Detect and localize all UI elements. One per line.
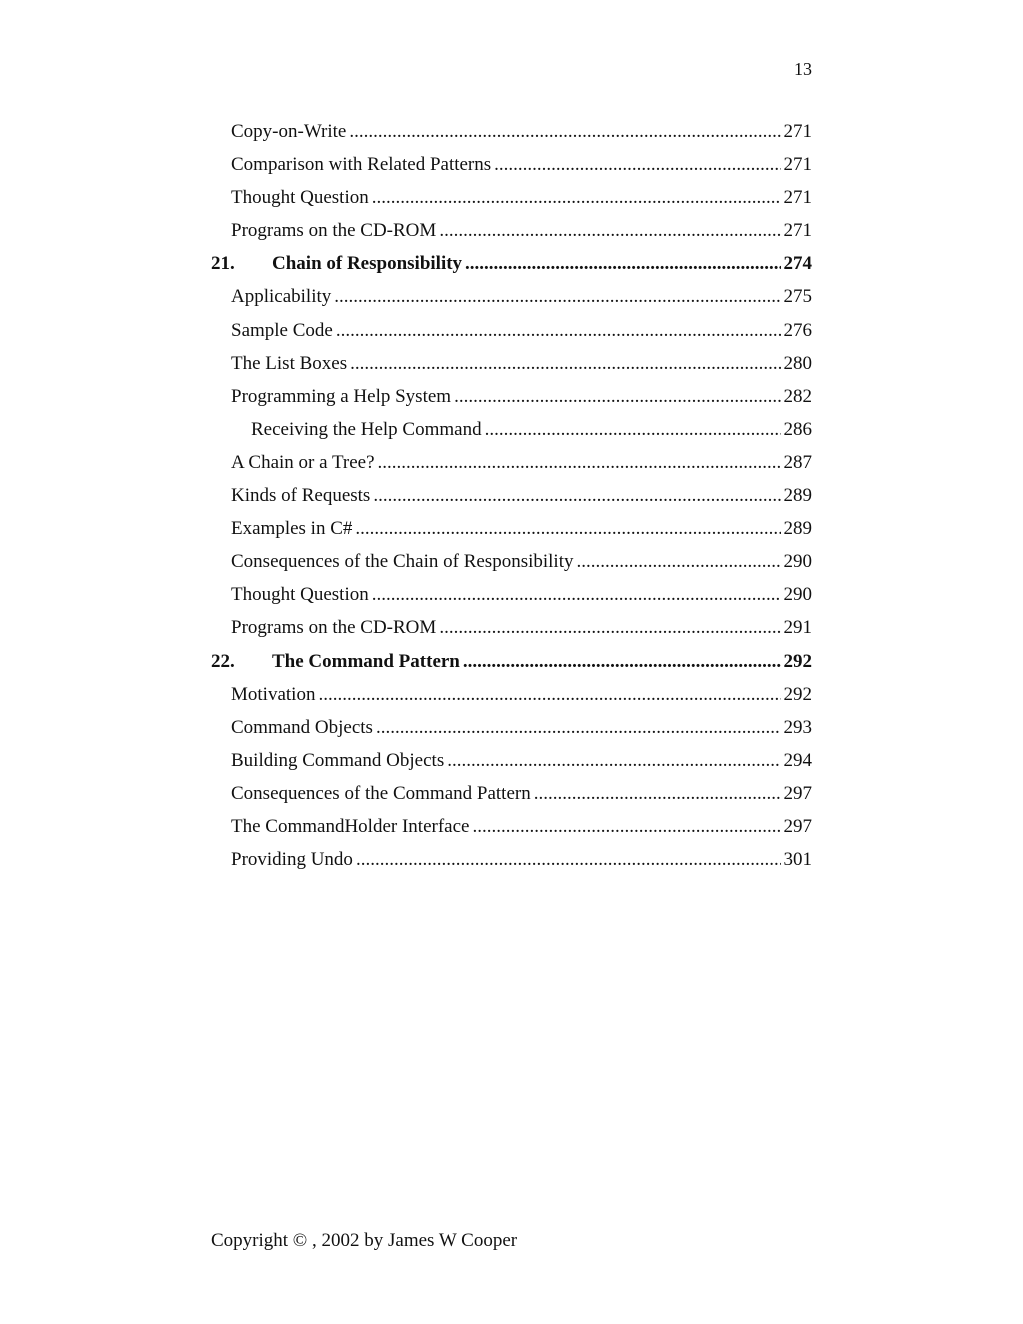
toc-dot-leader xyxy=(439,611,780,644)
toc-section-entry xyxy=(211,148,812,181)
toc-dot-leader xyxy=(378,446,781,479)
toc-section-entry xyxy=(211,347,812,380)
toc-page-number: 290 xyxy=(783,551,812,573)
toc-section-entry xyxy=(211,545,812,578)
toc-entry-title: Kinds of Requests xyxy=(231,485,371,507)
toc-entry-title: Copy-on-Write xyxy=(231,121,347,142)
toc-page-number: 282 xyxy=(783,385,812,407)
toc-section-entry xyxy=(211,413,812,446)
toc-section-entry xyxy=(211,314,812,347)
toc-dot-leader xyxy=(355,512,780,545)
toc-chapter-number: 21. xyxy=(211,253,235,275)
toc-page-number: 297 xyxy=(783,815,812,837)
toc-page-number: 292 xyxy=(783,683,812,705)
toc-entry-title: Building Command Objects xyxy=(231,749,445,771)
toc-chapter-entry xyxy=(211,645,812,678)
toc-page-number: 271 xyxy=(783,220,812,242)
toc-entry-title: Thought Question xyxy=(231,584,369,606)
toc-dot-leader xyxy=(576,545,780,578)
toc-dot-leader xyxy=(454,380,780,413)
toc-entry-title: Motivation xyxy=(231,683,316,705)
table-of-contents xyxy=(211,115,812,876)
toc-section-entry xyxy=(211,711,812,744)
toc-section-entry xyxy=(211,611,812,644)
toc-section-entry xyxy=(211,843,812,876)
toc-entry-title: The CommandHolder Interface xyxy=(231,815,470,837)
toc-dot-leader xyxy=(372,181,781,214)
toc-section-entry xyxy=(211,446,812,479)
toc-dot-leader xyxy=(472,810,780,843)
toc-page-number: 286 xyxy=(783,418,812,440)
toc-page-number: 301 xyxy=(783,849,812,871)
toc-dot-leader xyxy=(318,678,780,711)
toc-section-entry xyxy=(211,280,812,313)
toc-dot-leader xyxy=(494,148,780,181)
toc-entry-title: Consequences of the Command Pattern xyxy=(231,782,531,804)
toc-page-number: 274 xyxy=(783,253,812,275)
toc-section-entry xyxy=(211,777,812,810)
toc-page-number: 280 xyxy=(783,352,812,374)
toc-page-number: 292 xyxy=(783,650,812,672)
copyright-footer: Copyright © , 2002 by James W Cooper xyxy=(211,1230,518,1251)
toc-entry-title: Examples in C# xyxy=(231,518,353,540)
toc-entry-title: Receiving the Help Command xyxy=(251,418,482,440)
toc-entry-title: Sample Code xyxy=(231,319,333,341)
toc-dot-leader xyxy=(349,115,780,148)
toc-page-number: 276 xyxy=(783,319,812,341)
toc-section-entry xyxy=(211,678,812,711)
toc-page-number: 289 xyxy=(783,485,812,507)
toc-section-entry xyxy=(211,479,812,512)
toc-entry-title: Thought Question xyxy=(231,187,369,209)
toc-entry-title: Consequences of the Chain of Responsibility xyxy=(231,551,574,573)
toc-page-number: 291 xyxy=(783,617,812,639)
toc-dot-leader xyxy=(350,347,780,380)
toc-chapter-number: 22. xyxy=(211,650,235,672)
toc-section-entry xyxy=(211,810,812,843)
toc-dot-leader xyxy=(439,214,780,247)
toc-page-number: 297 xyxy=(783,782,812,804)
toc-section-entry xyxy=(211,578,812,611)
toc-section-entry xyxy=(211,214,812,247)
toc-dot-leader xyxy=(356,843,781,876)
toc-page-number: 271 xyxy=(783,154,812,176)
toc-entry-title: The Command Pattern xyxy=(272,650,460,672)
toc-entry-title: Comparison with Related Patterns xyxy=(231,154,492,176)
toc-section-entry xyxy=(211,380,812,413)
toc-entry-title: Providing Undo xyxy=(231,849,353,871)
toc-entry-title: Applicability xyxy=(231,286,332,308)
toc-entry-title: Programs on the CD-ROM xyxy=(231,617,437,639)
toc-dot-leader xyxy=(376,711,781,744)
toc-entry-title: Command Objects xyxy=(231,716,373,738)
toc-section-entry xyxy=(211,744,812,777)
toc-entry-title: The List Boxes xyxy=(231,352,348,374)
toc-dot-leader xyxy=(447,744,780,777)
toc-dot-leader xyxy=(336,314,781,347)
toc-dot-leader xyxy=(372,578,781,611)
toc-dot-leader xyxy=(334,280,780,313)
page-number: 13 xyxy=(794,59,812,79)
toc-page-number: 287 xyxy=(783,451,812,473)
toc-entry-title: A Chain or a Tree? xyxy=(231,451,375,473)
toc-entry-title: Chain of Responsibility xyxy=(272,253,463,275)
toc-section-entry xyxy=(211,181,812,214)
toc-dot-leader xyxy=(463,645,781,678)
toc-section-entry xyxy=(211,512,812,545)
toc-entry-title: Programs on the CD-ROM xyxy=(231,220,437,242)
toc-dot-leader xyxy=(485,413,781,446)
toc-page-number: 275 xyxy=(783,286,812,308)
toc-page-number: 271 xyxy=(783,121,812,142)
toc-chapter-entry xyxy=(211,247,812,280)
toc-dot-leader xyxy=(465,247,780,280)
toc-page-number: 290 xyxy=(783,584,812,606)
toc-dot-leader xyxy=(373,479,780,512)
toc-page-number: 294 xyxy=(783,749,812,771)
toc-entry-title: Programming a Help System xyxy=(231,385,452,407)
toc-page-number: 271 xyxy=(783,187,812,209)
toc-section-entry xyxy=(211,115,812,148)
toc-page-number: 293 xyxy=(783,716,812,738)
toc-dot-leader xyxy=(534,777,781,810)
toc-page-number: 289 xyxy=(783,518,812,540)
